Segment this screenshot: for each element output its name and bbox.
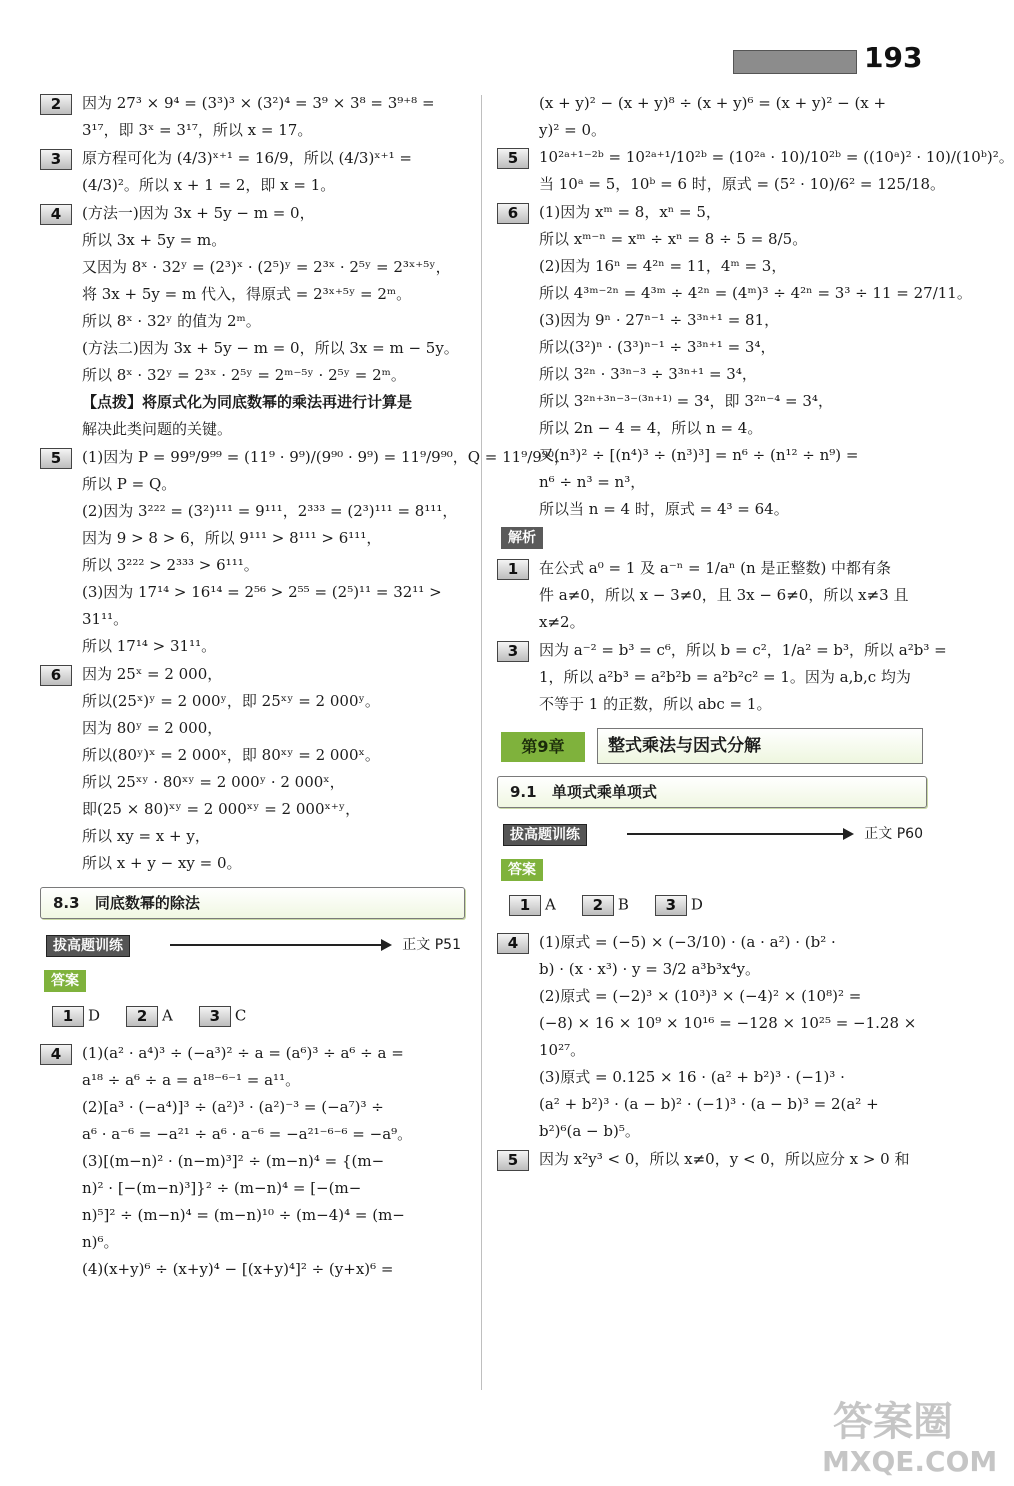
- text-line: (1)因为 P = 99⁹/9⁹⁹ = (11⁹ · 9⁹)/(9⁹⁰ · 9⁹) = 11⁹/9⁹⁰，Q = 11⁹/9⁹⁰，: [82, 448, 569, 466]
- text-line: 在公式 a⁰ = 1 及 a⁻ⁿ = 1/aⁿ (n 是正整数) 中都有条: [539, 559, 892, 577]
- solution-item: [497, 1146, 927, 1173]
- text-line: (方法二)因为 3x + 5y − m = 0，所以 3x = m − 5y。: [82, 339, 459, 357]
- item-number-badge: 6: [40, 665, 72, 686]
- item-number-badge: 3: [655, 895, 687, 916]
- page-number: 193: [864, 41, 923, 74]
- text-line: (−8) × 16 × 10⁹ × 10¹⁶ = −128 × 10²⁵ = −1.28 ×: [539, 1014, 917, 1032]
- training-row: [40, 931, 465, 959]
- item-number-badge: 2: [40, 94, 72, 115]
- solution-item: [497, 637, 947, 718]
- right-solutions: [497, 144, 1014, 523]
- item-number-badge: 4: [40, 1044, 72, 1065]
- choice-item: [199, 1002, 246, 1030]
- item-number-badge: 1: [497, 559, 529, 580]
- text-line: 【点拨】将原式化为同底数幂的乘法再进行计算是: [82, 393, 413, 411]
- text-line: (方法一)因为 3x + 5y − m = 0，: [82, 204, 315, 222]
- text-line: (a² + b²)³ · (a − b)² · (−1)³ · (a − b)³ = 2(a² +: [539, 1095, 879, 1113]
- choice-answers: [52, 1002, 465, 1032]
- training-row: [497, 820, 927, 848]
- solution-item: [40, 145, 465, 199]
- text-line: 31¹¹。: [82, 610, 129, 628]
- item-number-badge: 6: [497, 203, 529, 224]
- text-line: b) · (x · x³) · y = 3/2 a³b³x⁴y。: [539, 960, 761, 978]
- text-line: (2)原式 = (−2)³ × (10³)³ × (−4)² × (10⁸)² =: [539, 987, 862, 1005]
- text-line: 所以 4³ᵐ⁻²ⁿ = 4³ᵐ ÷ 4²ⁿ = (4ᵐ)³ ÷ 4²ⁿ = 3³ ÷ 11 = 27/11。: [539, 284, 972, 302]
- text-line: 3¹⁷，即 3ˣ = 3¹⁷，所以 x = 17。: [82, 121, 313, 139]
- choice-answers: [509, 891, 927, 921]
- training-label: 拔高题训练: [503, 824, 587, 846]
- text-line: (3)[(m−n)² · (n−m)³]² ÷ (m−n)⁴ = {(m−: [82, 1152, 385, 1170]
- choice-item: [52, 1002, 100, 1030]
- text-line: 所以 3²²² > 2³³³ > 6¹¹¹。: [82, 556, 259, 574]
- text-line: 所以 17¹⁴ > 31¹¹。: [82, 637, 217, 655]
- section-number: 8.3: [53, 894, 80, 912]
- solution-item: [40, 661, 465, 877]
- text-line: 1，所以 a²b³ = a²b²b = a²b²c² = 1。因为 a,b,c 均为: [539, 668, 911, 686]
- solution-item: [497, 144, 1014, 198]
- text-line: (2)[a³ · (−a⁴)]³ ÷ (a²)³ · (a²)⁻³ = (−a⁷)³ ÷: [82, 1098, 384, 1116]
- item-number-badge: 2: [582, 895, 614, 916]
- choice-item: [582, 891, 629, 919]
- watermark-url: MXQE.COM: [822, 1445, 998, 1478]
- text-line: 所以(3²)ⁿ · (3³)ⁿ⁻¹ ÷ 3³ⁿ⁺¹ = 3⁴，: [539, 338, 776, 356]
- text-line: 即(25 × 80)ˣʸ = 2 000ˣʸ = 2 000ˣ⁺ʸ，: [82, 800, 361, 818]
- column-divider: [481, 95, 482, 1390]
- solution-item: [40, 1040, 465, 1283]
- text-line: 因为 27³ × 9⁴ = (3³)³ × (3²)⁴ = 3⁹ × 3⁸ = 3⁹⁺⁸ =: [82, 94, 435, 112]
- text-line: (2)因为 16ⁿ = 4²ⁿ = 11，4ᵐ = 3，: [539, 257, 787, 275]
- solution-item: [40, 200, 465, 443]
- text-line: 不等于 1 的正数，所以 abc = 1。: [539, 695, 772, 713]
- text-line: (2)因为 3²²² = (3²)¹¹¹ = 9¹¹¹，2³³³ = (2³)¹¹¹ = 8¹¹¹，: [82, 502, 458, 520]
- text-line: (4/3)²。所以 x + 1 = 2，即 x = 1。: [82, 176, 336, 194]
- text-line: 所以 25ˣʸ · 80ˣʸ = 2 000ʸ · 2 000ˣ，: [82, 773, 345, 791]
- item-number-badge: 4: [40, 204, 72, 225]
- analysis-tag: 解析: [501, 527, 543, 549]
- item-number-badge: 5: [497, 148, 529, 169]
- text-line: a⁶ · a⁻⁶ = −a²¹ ÷ a⁶ · a⁻⁶ = −a²¹⁻⁶⁻⁶ = −a⁹。: [82, 1125, 413, 1143]
- text-line: n⁶ ÷ n³ = n³，: [539, 473, 646, 491]
- text-line: 10²ᵃ⁺¹⁻²ᵇ = 10²ᵃ⁺¹/10²ᵇ = (10²ᵃ · 10)/10²ᵇ = ((10ᵃ)² · 10)/(10ᵇ)²。: [539, 148, 1014, 166]
- choice-item: [126, 1002, 173, 1030]
- right-solutions-2: [497, 929, 927, 1173]
- text-line: 又(n³)² ÷ [(n⁴)³ ÷ (n³)³] = n⁶ ÷ (n¹² ÷ n⁹) =: [539, 446, 859, 464]
- text-line: 所以 P = Q。: [82, 475, 177, 493]
- item-number-badge: 5: [497, 1150, 529, 1171]
- item-number-badge: 1: [509, 895, 541, 916]
- item-number-badge: 1: [52, 1006, 84, 1027]
- text-line: 所以 xy = x + y，: [82, 827, 210, 845]
- text-line: (1)原式 = (−5) × (−3/10) · (a · a²) · (b² ·: [539, 933, 836, 951]
- solution-item: [497, 555, 927, 636]
- text-line: n)² · [−(m−n)³]}² ÷ (m−n)⁴ = [−(m−: [82, 1179, 362, 1197]
- item-number-badge: 4: [497, 933, 529, 954]
- text-line: (4)(x+y)⁶ ÷ (x+y)⁴ − [(x+y)⁴]² ÷ (y+x)⁶ =: [82, 1260, 394, 1278]
- chapter-header: [497, 728, 927, 766]
- solution-item: [497, 929, 927, 1145]
- text-line: 因为 80ʸ = 2 000，: [82, 719, 223, 737]
- text-line: 将 3x + 5y = m 代入，得原式 = 2³ˣ⁺⁵ʸ = 2ᵐ。: [82, 285, 412, 303]
- text-line: 因为 9 > 8 > 6，所以 9¹¹¹ > 8¹¹¹ > 6¹¹¹，: [82, 529, 382, 547]
- choice-answer: B: [617, 895, 629, 914]
- right-column: [497, 90, 1014, 1174]
- solution-item: [40, 90, 465, 144]
- text-line: 所以 3²ⁿ · 3³ⁿ⁻³ ÷ 3³ⁿ⁺¹ = 3⁴，: [539, 365, 757, 383]
- section-title: 同底数幂的除法: [94, 894, 200, 912]
- text-line: y)² = 0。: [539, 121, 606, 139]
- section-number: 9.1: [510, 783, 537, 801]
- choice-answer: D: [690, 895, 703, 914]
- section-header-8-3: [40, 887, 465, 919]
- text-line: (1)(a² · a⁴)³ ÷ (−a³)² ÷ a = (a⁶)³ ÷ a⁶ ÷ a =: [82, 1044, 404, 1062]
- text-line: (3)因为 17¹⁴ > 16¹⁴ = 2⁵⁶ > 2⁵⁵ = (2⁵)¹¹ = 32¹¹ >: [82, 583, 442, 601]
- item-number-badge: 3: [497, 641, 529, 662]
- text-line: 所以 xᵐ⁻ⁿ = xᵐ ÷ xⁿ = 8 ÷ 5 = 8/5。: [539, 230, 808, 248]
- item-number-badge: 5: [40, 448, 72, 469]
- arrow-icon: [170, 944, 390, 946]
- text-line: 所以(25ˣ)ʸ = 2 000ʸ，即 25ˣʸ = 2 000ʸ。: [82, 692, 380, 710]
- text-line: n)⁶。: [82, 1233, 119, 1251]
- section-header-9-1: [497, 776, 927, 808]
- choice-answer: A: [545, 895, 556, 914]
- training-ref: 正文 P51: [402, 937, 461, 953]
- item-number-badge: 3: [199, 1006, 231, 1027]
- text-line: 所以 8ˣ · 32ʸ = 2³ˣ · 2⁵ʸ = 2ᵐ⁻⁵ʸ · 2⁵ʸ = 2ᵐ。: [82, 366, 406, 384]
- text-line: 原方程可化为 (4/3)ˣ⁺¹ = 16/9，所以 (4/3)ˣ⁺¹ =: [82, 149, 412, 167]
- header-bar: [733, 50, 857, 74]
- text-line: 因为 25ˣ = 2 000，: [82, 665, 223, 683]
- text-line: n)⁵]² ÷ (m−n)⁴ = (m−n)¹⁰ ÷ (m−4)⁴ = (m−: [82, 1206, 405, 1224]
- text-line: 所以 x + y − xy = 0。: [82, 854, 242, 872]
- text-line: a¹⁸ ÷ a⁶ ÷ a = a¹⁸⁻⁶⁻¹ = a¹¹。: [82, 1071, 301, 1089]
- choice-item: [509, 891, 556, 919]
- text-line: b²)⁶(a − b)⁵。: [539, 1122, 640, 1140]
- solution-item: [497, 199, 972, 523]
- text-line: 所以(80ʸ)ˣ = 2 000ˣ，即 80ˣʸ = 2 000ˣ。: [82, 746, 380, 764]
- chapter-label: 第9章: [501, 732, 585, 762]
- choice-answer: D: [88, 1006, 101, 1025]
- arrow-icon: [627, 833, 852, 835]
- text-line: 所以 2n − 4 = 4，所以 n = 4。: [539, 419, 763, 437]
- text-line: 所以当 n = 4 时，原式 = 4³ = 64。: [539, 500, 789, 518]
- training-label: 拔高题训练: [46, 935, 130, 957]
- text-line: 所以 3x + 5y = m。: [82, 231, 227, 249]
- choice-answer: A: [162, 1006, 173, 1025]
- text-line: x≠2。: [539, 613, 585, 631]
- training-ref: 正文 P60: [864, 826, 923, 842]
- choice-answer: C: [234, 1006, 247, 1025]
- watermark-logo: 答案圈: [833, 1399, 953, 1445]
- left-solutions-2: [40, 1040, 465, 1283]
- text-line: 10²⁷。: [539, 1041, 586, 1059]
- text-line: (3)因为 9ⁿ · 27ⁿ⁻¹ ÷ 3³ⁿ⁺¹ = 81，: [539, 311, 780, 329]
- text-line: 解决此类问题的关键。: [82, 420, 233, 438]
- text-line: 又因为 8ˣ · 32ʸ = (2³)ˣ · (2⁵)ʸ = 2³ˣ · 2⁵ʸ = 2³ˣ⁺⁵ʸ，: [82, 258, 451, 276]
- section-title: 单项式乘单项式: [551, 783, 657, 801]
- text-line: (3)原式 = 0.125 × 16 · (a² + b²)³ · (−1)³ ·: [539, 1068, 845, 1086]
- chapter-title: 整式乘法与因式分解: [597, 728, 923, 764]
- answer-tag: 答案: [501, 859, 543, 881]
- text-line: (x + y)² − (x + y)⁸ ÷ (x + y)⁶ = (x + y)² − (x +: [539, 94, 887, 112]
- text-line: 当 10ᵃ = 5，10ᵇ = 6 时，原式 = (5² · 10)/6² = 125/18。: [539, 175, 946, 193]
- text-line: 所以 3²ⁿ⁺³ⁿ⁻³⁻⁽³ⁿ⁺¹⁾ = 3⁴，即 3²ⁿ⁻⁴ = 3⁴，: [539, 392, 833, 410]
- text-line: (1)因为 xᵐ = 8，xⁿ = 5，: [539, 203, 721, 221]
- item-number-badge: 2: [126, 1006, 158, 1027]
- text-line: 因为 a⁻² = b³ = c⁶，所以 b = c²，1/a² = b³，所以 a²b³ =: [539, 641, 947, 659]
- continued-solution: [497, 90, 927, 144]
- text-line: 件 a≠0，所以 x − 3≠0，且 3x − 6≠0，所以 x≠3 且: [539, 586, 909, 604]
- text-line: 因为 x²y³ < 0，所以 x≠0，y < 0，所以应分 x > 0 和: [539, 1150, 910, 1168]
- answer-tag: 答案: [44, 970, 86, 992]
- item-number-badge: 3: [40, 149, 72, 170]
- choice-item: [655, 891, 703, 919]
- text-line: 所以 8ˣ · 32ʸ 的值为 2ᵐ。: [82, 312, 261, 330]
- analysis-solutions: [497, 555, 947, 718]
